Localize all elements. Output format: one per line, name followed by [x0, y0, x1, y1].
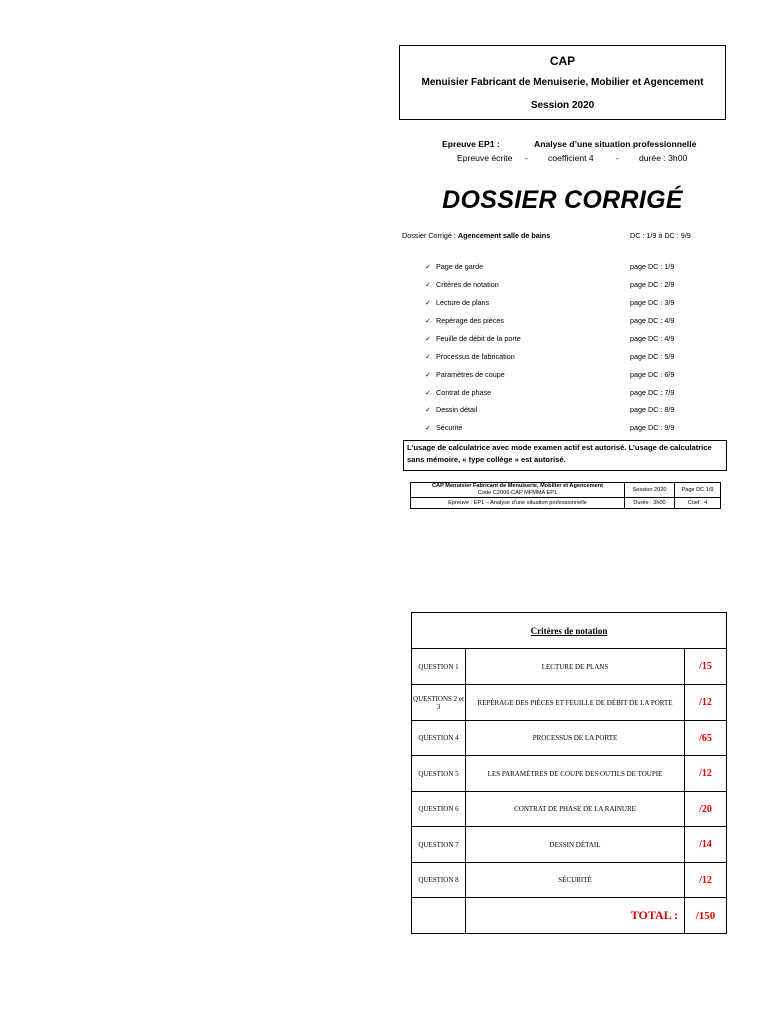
epreuve-label: Epreuve EP1 : — [442, 139, 500, 149]
criterion-cell: REPÉRAGE DES PIÈCES ET FEUILLE DE DÉBIT DE LA PORTE — [466, 685, 685, 721]
check-icon: ✓ — [425, 280, 432, 289]
calculator-note: L’usage de calculatrice avec mode examen actif est autorisé. L’usage de calculatrice sans mémoire, « type collège » est autorisé. — [403, 440, 727, 471]
toc-item-label: Sécurité — [436, 423, 463, 432]
toc-item-page: page DC : 5/9 — [630, 352, 675, 361]
separator: - — [616, 153, 619, 163]
criterion-cell: LES PARAMÈTRES DE COUPE DES OUTILS DE TOUPIE — [466, 756, 685, 792]
session-label: Session 2020 — [530, 100, 595, 111]
cap-label: CAP — [549, 54, 576, 68]
total-row — [412, 898, 727, 934]
points-cell: /12 — [685, 685, 727, 721]
specialty-title: Menuisier Fabricant de Menuiserie, Mobilier et Agencement — [421, 77, 704, 88]
question-cell: QUESTION 5 — [412, 756, 466, 792]
criteria-table — [411, 612, 727, 934]
question-cell: QUESTION 6 — [412, 792, 466, 827]
check-icon: ✓ — [425, 423, 432, 432]
question-cell: QUESTION 4 — [412, 721, 466, 756]
question-cell: QUESTION 8 — [412, 863, 466, 898]
header-box — [399, 45, 726, 120]
toc-item-label: Lecture de plans — [436, 298, 490, 307]
footer-coef: Coef : 4 — [675, 498, 721, 509]
criterion-cell: SÉCURITÉ — [466, 863, 685, 898]
table-row — [412, 721, 727, 756]
toc-item-label: Page de garde — [436, 262, 484, 271]
empty-cell — [412, 898, 466, 934]
footer-session: Session 2020 — [625, 483, 675, 498]
dossier-line — [402, 231, 550, 240]
criterion-cell: CONTRAT DE PHASE DE LA RAINURE — [466, 792, 685, 827]
toc-item-page: page DC : 7/9 — [630, 388, 675, 397]
toc-item-label: Repérage des pièces — [436, 316, 504, 325]
dossier-prefix: Dossier Corrigé : — [402, 231, 456, 240]
footer-title-cell — [411, 483, 625, 498]
footer-epreuve: Epreuve : EP1 – Analyse d’une situation professionnelle — [411, 498, 625, 509]
toc-item-page: page DC : 2/9 — [630, 280, 675, 289]
footer-table — [410, 482, 721, 509]
toc-item-label: Contrat de phase — [436, 388, 492, 397]
dossier-pages: DC : 1/9 à DC : 9/9 — [630, 231, 691, 240]
check-icon: ✓ — [425, 352, 432, 361]
table-row — [412, 649, 727, 685]
dossier-subject: Agencement salle de bains — [457, 231, 551, 240]
epreuve-title: Analyse d’une situation professionnelle — [534, 139, 697, 149]
toc-item-page: page DC : 4/9 — [630, 334, 675, 343]
total-points: /150 — [685, 898, 727, 934]
table-row — [412, 827, 727, 863]
check-icon: ✓ — [425, 388, 432, 397]
points-cell: /12 — [685, 863, 727, 898]
check-icon: ✓ — [425, 262, 432, 271]
table-row — [412, 756, 727, 792]
footer-code: Code C2006-CAP MFMMA EP1 — [477, 490, 558, 496]
points-cell: /12 — [685, 756, 727, 792]
table-row — [412, 792, 727, 827]
toc-item-label: Critères de notation — [436, 280, 499, 289]
check-icon: ✓ — [425, 405, 432, 414]
toc-item-label: Feuille de débit de la porte — [436, 334, 521, 343]
exam-coefficient: coefficient 4 — [548, 153, 594, 163]
toc-item-page: page DC : 8/9 — [630, 405, 675, 414]
toc-item-page: page DC : 6/9 — [630, 370, 675, 379]
exam-mode: Epreuve écrite — [457, 153, 513, 163]
check-icon: ✓ — [425, 334, 432, 343]
total-label: TOTAL : — [466, 898, 685, 934]
question-cell: QUESTION 1 — [412, 649, 466, 685]
toc-item-page: page DC : 9/9 — [630, 423, 675, 432]
points-cell: /20 — [685, 792, 727, 827]
criterion-cell: DESSIN DÉTAIL — [466, 827, 685, 863]
table-row — [412, 863, 727, 898]
table-row — [412, 685, 727, 721]
criterion-cell: PROCESSUS DE LA PORTE — [466, 721, 685, 756]
points-cell: /15 — [685, 649, 727, 685]
page-title: DOSSIER CORRIGÉ — [442, 186, 683, 214]
toc-item-page: page DC : 4/9 — [630, 316, 675, 325]
exam-duration: durée : 3h00 — [639, 153, 688, 163]
criterion-cell: LECTURE DE PLANS — [466, 649, 685, 685]
footer-page: Page DC 1/9 — [675, 483, 721, 498]
footer-duree: Durée : 3h00 — [625, 498, 675, 509]
points-cell: /14 — [685, 827, 727, 863]
points-cell: /65 — [685, 721, 727, 756]
check-icon: ✓ — [425, 316, 432, 325]
toc-item-page: page DC : 1/9 — [630, 262, 675, 271]
toc-item-label: Paramètres de coupe — [436, 370, 505, 379]
question-cell: QUESTION 7 — [412, 827, 466, 863]
footer-title: CAP Menuisier Fabricant de Menuiserie, Mobilier et Agencement — [432, 483, 603, 489]
toc-item-page: page DC : 3/9 — [630, 298, 675, 307]
check-icon: ✓ — [425, 298, 432, 307]
toc-item-label: Processus de fabrication — [436, 352, 515, 361]
question-cell: QUESTIONS 2 et 3 — [412, 685, 466, 721]
criteria-title: Critères de notation — [412, 613, 727, 649]
separator: - — [525, 153, 528, 163]
toc-item-label: Dessin détail — [436, 405, 478, 414]
check-icon: ✓ — [425, 370, 432, 379]
